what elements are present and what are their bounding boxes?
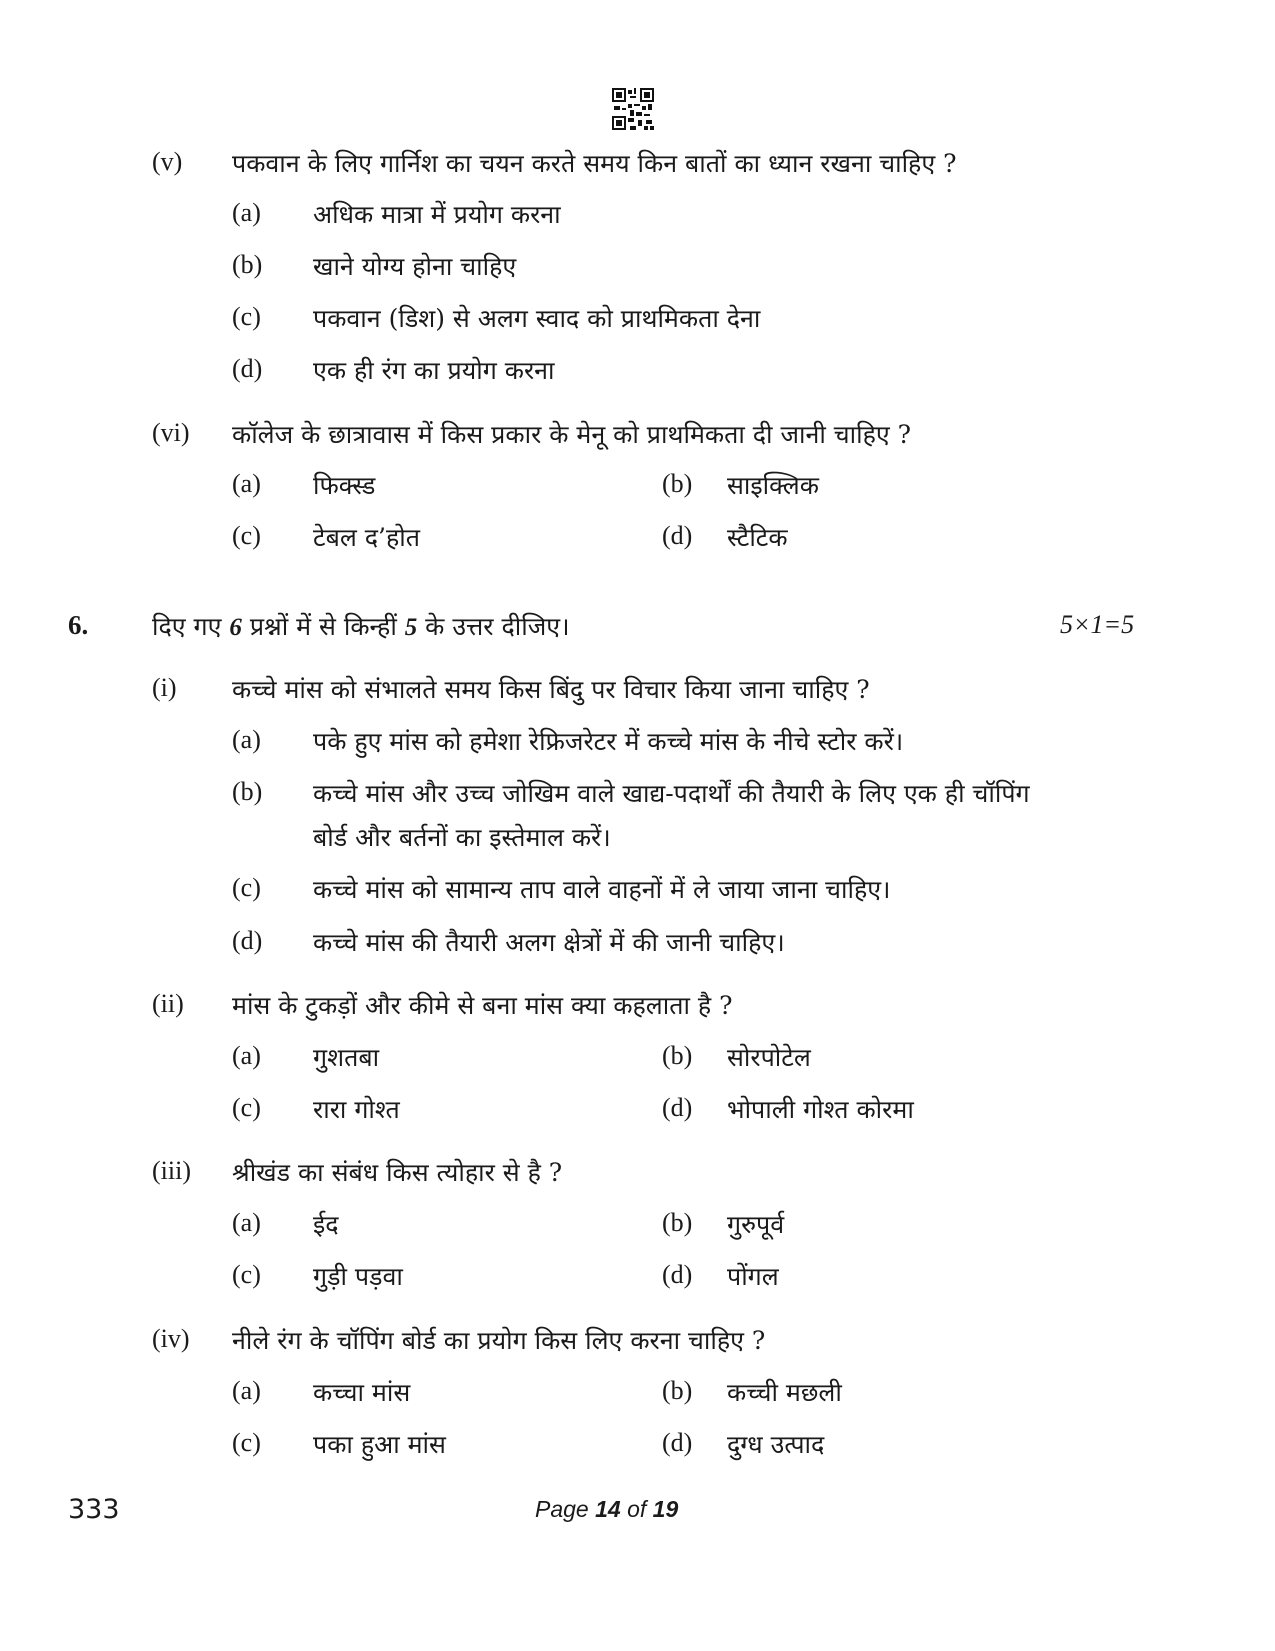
option-label: (a) (232, 1208, 261, 1237)
option-text: कच्चे मांस और उच्च जोखिम वाले खाद्य-पदार्थों की तैयारी के लिए एक ही चॉपिंग (313, 779, 1030, 808)
marks-allocation: 5×1=5 (1060, 610, 1135, 639)
option-label: (d) (232, 926, 263, 955)
option-text: पकवान (डिश) से अलग स्वाद को प्राथमिकता देना (313, 304, 761, 333)
question-number: (i) (152, 673, 177, 702)
option-text: पका हुआ मांस (313, 1430, 446, 1459)
question-number: (iii) (152, 1156, 191, 1185)
option-text: गुशतबा (313, 1043, 380, 1072)
option-text: कच्चे मांस को सामान्य ताप वाले वाहनों में ले जाया जाना चाहिए। (313, 875, 891, 904)
option-label: (d) (662, 1093, 693, 1122)
option-text: साइक्लिक (727, 471, 819, 500)
option-text: ईद (313, 1210, 339, 1239)
option-text: सोरपोटेल (727, 1043, 811, 1072)
option-label: (b) (662, 1041, 693, 1070)
option-label: (c) (232, 302, 261, 331)
option-label: (b) (662, 1376, 693, 1405)
option-label: (a) (232, 1376, 261, 1405)
option-label: (c) (232, 873, 261, 902)
option-label: (a) (232, 1041, 261, 1070)
option-label: (b) (232, 250, 263, 279)
question-6-number: 6. (68, 610, 89, 640)
option-text: गुड़ी पड़वा (313, 1262, 403, 1291)
option-text: स्टैटिक (727, 523, 788, 552)
option-label: (c) (232, 521, 261, 550)
option-label: (a) (232, 469, 261, 498)
option-text: फिक्स्ड (313, 471, 376, 500)
option-label: (a) (232, 725, 261, 754)
option-text: कच्चा मांस (313, 1378, 411, 1407)
option-label: (d) (232, 354, 263, 383)
option-text: खाने योग्य होना चाहिए (313, 252, 517, 281)
option-text: कच्ची मछली (727, 1378, 842, 1407)
question-text: पकवान के लिए गार्निश का चयन करते समय किन बातों का ध्यान रखना चाहिए ? (232, 149, 957, 178)
page-indicator: Page 14 of 19 (535, 1496, 679, 1522)
option-label: (a) (232, 198, 261, 227)
question-text: नीले रंग के चॉपिंग बोर्ड का प्रयोग किस लिए करना चाहिए ? (232, 1326, 766, 1355)
option-label: (d) (662, 1260, 693, 1289)
question-number: (vi) (152, 418, 190, 447)
option-label: (b) (662, 469, 693, 498)
option-label: (c) (232, 1260, 261, 1289)
option-text: कच्चे मांस की तैयारी अलग क्षेत्रों में की जानी चाहिए। (313, 928, 785, 957)
option-label: (c) (232, 1093, 261, 1122)
question-6-instruction: दिए गए 6 प्रश्नों में से किन्हीं 5 के उत्तर दीजिए। (152, 612, 570, 641)
option-text: अधिक मात्रा में प्रयोग करना (313, 200, 561, 229)
question-number: (iv) (152, 1324, 190, 1353)
question-text: मांस के टुकड़ों और कीमे से बना मांस क्या कहलाता है ? (232, 991, 733, 1020)
question-number: (v) (152, 147, 183, 176)
option-label: (d) (662, 1428, 693, 1457)
question-text: कच्चे मांस को संभालते समय किस बिंदु पर विचार किया जाना चाहिए ? (232, 675, 870, 704)
option-text-continued: बोर्ड और बर्तनों का इस्तेमाल करें। (313, 823, 611, 852)
question-text: श्रीखंड का संबंध किस त्योहार से है ? (232, 1158, 563, 1187)
option-label: (c) (232, 1428, 261, 1457)
question-number: (ii) (152, 989, 184, 1018)
option-text: रारा गोश्त (313, 1095, 400, 1124)
option-text: टेबल द’होत (313, 523, 420, 552)
paper-code: 333 (68, 1494, 120, 1525)
question-text: कॉलेज के छात्रावास में किस प्रकार के मेनू को प्राथमिकता दी जानी चाहिए ? (232, 420, 912, 449)
option-text: गुरुपूर्व (727, 1210, 785, 1239)
option-text: पके हुए मांस को हमेशा रेफ्रिजरेटर में कच्चे मांस के नीचे स्टोर करें। (313, 727, 904, 756)
option-label: (d) (662, 521, 693, 550)
option-text: भोपाली गोश्त कोरमा (727, 1095, 914, 1124)
option-label: (b) (662, 1208, 693, 1237)
option-text: पोंगल (727, 1262, 779, 1291)
option-text: एक ही रंग का प्रयोग करना (313, 356, 555, 385)
option-text: दुग्ध उत्पाद (727, 1430, 825, 1459)
qr-code-icon (612, 88, 654, 130)
option-label: (b) (232, 777, 263, 806)
